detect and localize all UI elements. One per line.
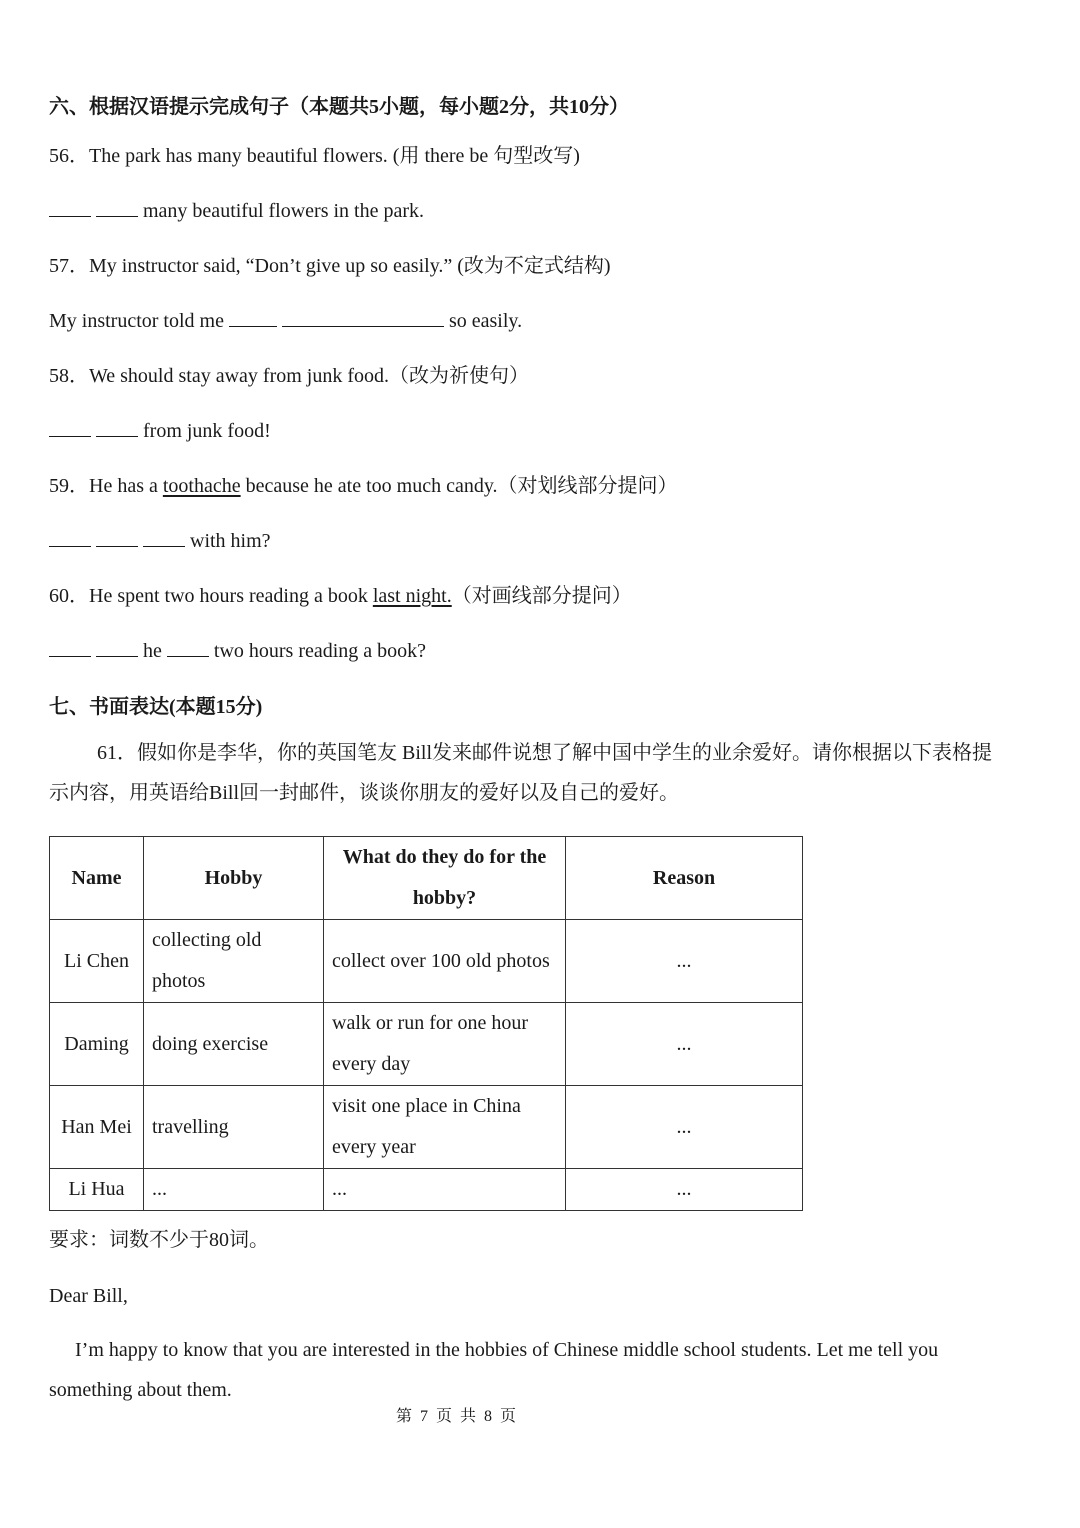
answer-blank[interactable]: [49, 528, 91, 547]
table-row: [50, 1169, 803, 1211]
table-cell: ...: [566, 1086, 803, 1169]
question-56: 56．The park has many beautiful flowers. (用 there be 句型改写): [49, 145, 580, 167]
question-58: 58．We should stay away from junk food.（改为祈使句）: [49, 365, 529, 387]
question-59-underlined: toothache: [162, 475, 241, 497]
answer-58-text: from junk food!: [143, 420, 271, 442]
requirement: 要求：词数不少于80词。: [49, 1229, 269, 1251]
answer-57-head: My instructor told me: [49, 310, 224, 332]
table-cell: ...: [324, 1169, 566, 1211]
table-cell: ...: [566, 1003, 803, 1086]
answer-blank[interactable]: [229, 308, 277, 327]
letter-greeting: Dear Bill,: [49, 1285, 128, 1307]
section7-heading: 七、书面表达(本题15分): [49, 696, 263, 718]
answer-blank[interactable]: [282, 308, 444, 327]
answer-60: [49, 637, 426, 665]
table-cell: Han Mei: [50, 1086, 144, 1169]
table-header: Name: [50, 837, 144, 920]
answer-57-tail: so easily.: [448, 310, 523, 332]
question-60-pre: 60．He spent two hours reading a book: [49, 585, 373, 607]
table-header-row: [50, 837, 803, 920]
question-60-underlined: last night.: [372, 585, 452, 607]
answer-blank[interactable]: [49, 418, 91, 437]
table-cell: Li Chen: [50, 920, 144, 1003]
question-59-post: because he ate too much candy.（对划线部分提问）: [240, 475, 678, 497]
letter-body: I’m happy to know that you are interested in the hobbies of Chinese middle school students. Let me tell you something about them.: [49, 1339, 939, 1401]
hobby-table: [49, 836, 803, 1211]
question-59-pre: 59．He has a: [49, 475, 163, 497]
answer-blank[interactable]: [167, 638, 209, 657]
page-footer: 第 7 页 共 8 页: [395, 1408, 518, 1425]
question-60: [49, 582, 632, 610]
answer-blank[interactable]: [96, 198, 138, 217]
table-header: What do they do for the hobby?: [324, 837, 566, 920]
table-cell: ...: [566, 1169, 803, 1211]
table-cell: ...: [566, 920, 803, 1003]
section6-heading: 六、根据汉语提示完成句子（本题共5小题，每小题2分，共10分）: [49, 96, 629, 118]
answer-blank[interactable]: [96, 528, 138, 547]
answer-blank[interactable]: [96, 638, 138, 657]
question-57: 57．My instructor said, “Don’t give up so easily.” (改为不定式结构): [49, 255, 611, 277]
answer-56: [49, 197, 424, 225]
table-cell: collecting old photos: [144, 920, 324, 1003]
table-row: [50, 1003, 803, 1086]
answer-blank[interactable]: [143, 528, 185, 547]
table-header: Reason: [566, 837, 803, 920]
table-cell: travelling: [144, 1086, 324, 1169]
table-row: [50, 920, 803, 1003]
answer-59: [49, 527, 271, 555]
table-cell: doing exercise: [144, 1003, 324, 1086]
table-cell: walk or run for one hour every day: [324, 1003, 566, 1086]
answer-59-text: with him?: [190, 530, 271, 552]
answer-58: [49, 417, 271, 445]
answer-60-text: two hours reading a book?: [213, 640, 427, 662]
answer-60-mid: he: [143, 640, 162, 662]
question-60-post: （对画线部分提问）: [451, 585, 632, 607]
table-row: [50, 1086, 803, 1169]
table-cell: Daming: [50, 1003, 144, 1086]
table-cell: ...: [144, 1169, 324, 1211]
table-header: Hobby: [144, 837, 324, 920]
table-cell: Li Hua: [50, 1169, 144, 1211]
answer-blank[interactable]: [49, 198, 91, 217]
answer-56-text: many beautiful flowers in the park.: [143, 200, 425, 222]
question-61: 61．假如你是李华，你的英国笔友 Bill发来邮件说想了解中国中学生的业余爱好。请你根据以下表格提示内容，用英语给Bill回一封邮件，谈谈你朋友的爱好以及自己的爱好。: [49, 742, 993, 804]
table-cell: collect over 100 old photos: [324, 920, 566, 1003]
answer-57: [49, 307, 522, 335]
table-cell: visit one place in China every year: [324, 1086, 566, 1169]
answer-blank[interactable]: [49, 638, 91, 657]
answer-blank[interactable]: [96, 418, 138, 437]
question-59: [49, 472, 678, 500]
